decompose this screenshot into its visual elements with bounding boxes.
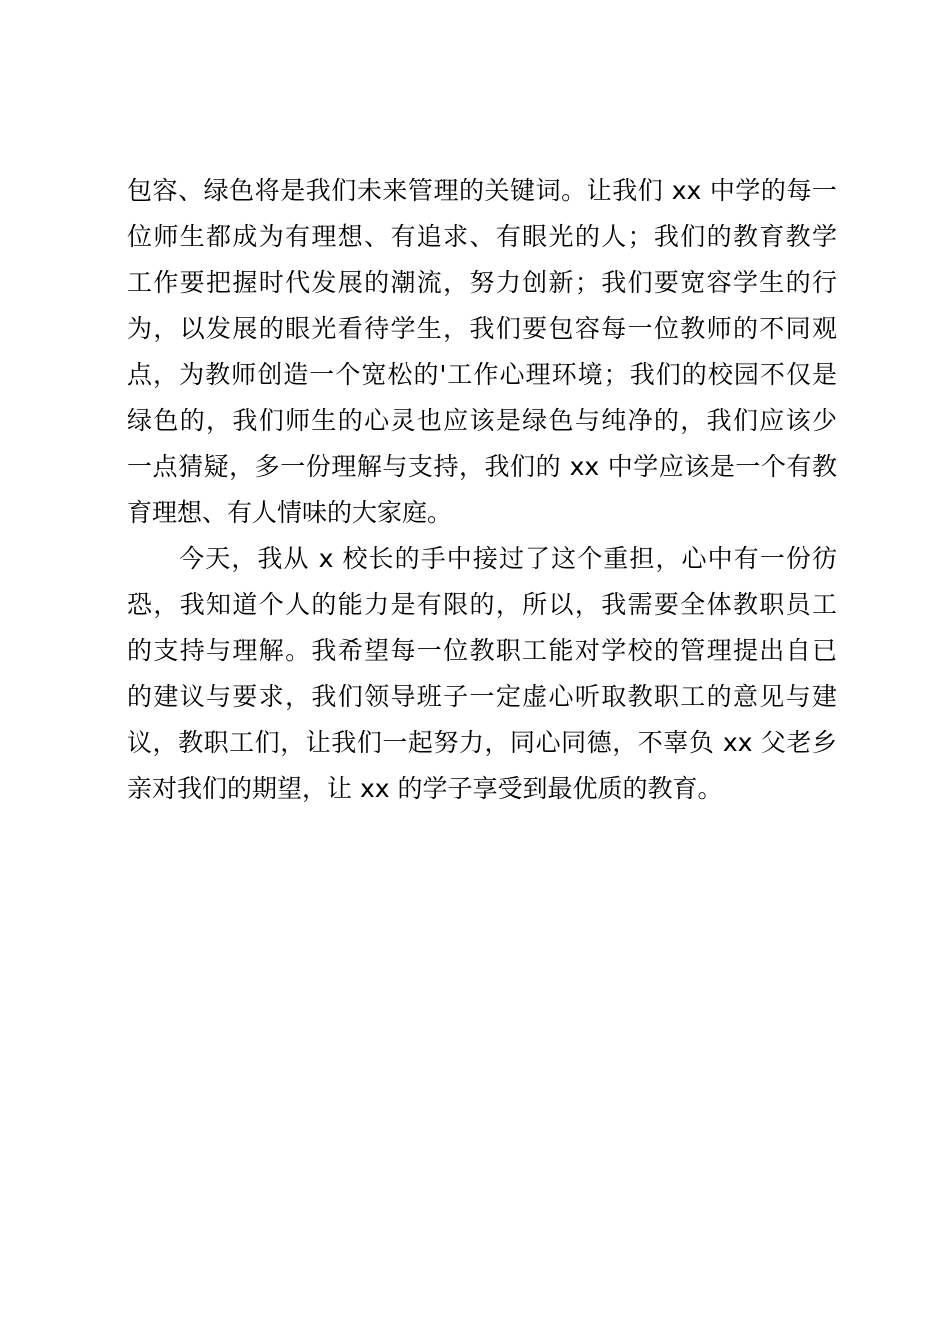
text-line: 位师生都成为有理想、有追求、有眼光的人；我们的教育教学 xyxy=(127,222,837,251)
paragraph-1 xyxy=(127,168,837,536)
text-line: 亲对我们的期望，让 xx 的学子享受到最优质的教育。 xyxy=(127,774,723,803)
text-line: 工作要把握时代发展的潮流，努力创新；我们要宽容学生的行 xyxy=(127,268,837,297)
paragraph-2 xyxy=(127,536,837,812)
text-line: 点，为教师创造一个宽松的'工作心理环境；我们的校园不仅是 xyxy=(127,360,837,389)
text-line: 议，教职工们，让我们一起努力，同心同德，不辜负 xx 父老乡 xyxy=(127,728,837,757)
text-line: 绿色的，我们师生的心灵也应该是绿色与纯净的，我们应该少 xyxy=(127,406,837,435)
text-line: 育理想、有人情味的大家庭。 xyxy=(127,498,453,527)
text-line: 恐，我知道个人的能力是有限的，所以，我需要全体教职员工 xyxy=(127,590,837,619)
text-line: 今天，我从 x 校长的手中接过了这个重担，心中有一份彷 xyxy=(127,544,837,573)
text-line: 一点猜疑，多一份理解与支持，我们的 xx 中学应该是一个有教 xyxy=(127,452,837,481)
text-line: 包容、绿色将是我们未来管理的关键词。让我们 xx 中学的每一 xyxy=(127,176,837,205)
document-body xyxy=(127,168,837,812)
text-line: 的支持与理解。我希望每一位教职工能对学校的管理提出自已 xyxy=(127,636,837,665)
text-line: 为，以发展的眼光看待学生，我们要包容每一位教师的不同观 xyxy=(127,314,837,343)
text-line: 的建议与要求，我们领导班子一定虚心听取教职工的意见与建 xyxy=(127,682,837,711)
